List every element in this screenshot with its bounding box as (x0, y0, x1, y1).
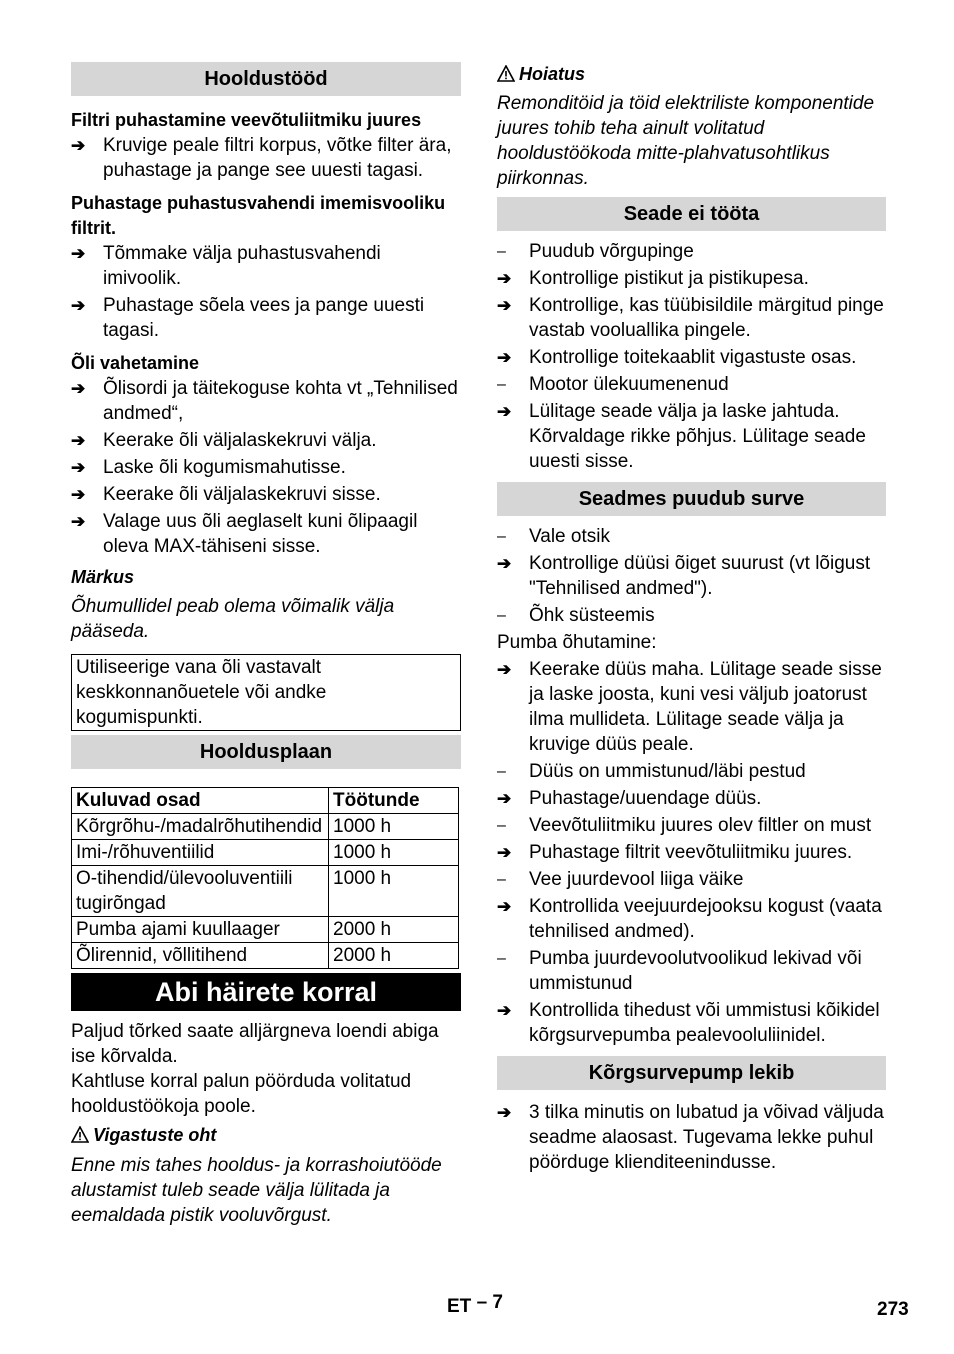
list-item: ➔ Õlisordi ja täitekoguse kohta vt „Tehnilised andmed“, (71, 378, 458, 424)
arrow-icon: ➔ (497, 1103, 512, 1122)
arrow-icon: ➔ (497, 348, 512, 367)
arrow-icon: ➔ (71, 458, 86, 477)
list-item: – Vale otsik (497, 526, 610, 547)
no-pressure-title: Seadmes puudub surve (497, 482, 886, 516)
list-item: – Õhk süsteemis (497, 605, 655, 626)
page-footer-label (447, 1292, 503, 1318)
table-cell: Õlirennid, võllitihend (72, 943, 329, 969)
arrow-icon: ➔ (71, 244, 86, 263)
list-item: ➔ Kontrollida veejuurdejooksu kogust (vaata tehnilised andmed). (497, 896, 882, 942)
arrow-icon: ➔ (497, 897, 512, 916)
right-column (497, 62, 886, 1175)
page-number: 273 (877, 1299, 909, 1320)
list-item: ➔ Puhastage filtrit veevõtuliitmiku juures. (497, 842, 853, 863)
table-header: Kuluvad osad (72, 788, 329, 814)
dash-bullet-icon: – (497, 607, 506, 624)
list-item: – Pumba juurdevoolutvoolikud lekivad või ummistunud (497, 948, 862, 994)
disposal-box: Utiliseerige vana õli vastavalt keskkonnanõuetele või andke kogumispunkti. (71, 654, 461, 731)
list-item: – Puudub võrgupinge (497, 241, 694, 262)
list-item: ➔ Keerake õli väljalaskekruvi välja. (71, 430, 377, 451)
list-item: ➔ Puhastage sõela vees ja pange uuesti tagasi. (71, 295, 425, 341)
danger-label: Vigastuste oht (93, 1125, 217, 1145)
list-item: ➔ Kontrollige, kas tüübisildile märgitud pinge vastab vooluallika pingele. (497, 295, 884, 341)
no-pressure-list-b (497, 657, 886, 1048)
list-item: ➔ Kontrollida tihedust või ummistusi kõikidel kõrgsurvepumba pealevooluliinidel. (497, 1000, 880, 1046)
dash-bullet-icon: – (497, 763, 506, 780)
warning-label: Hoiatus (519, 64, 586, 84)
danger-heading (71, 1123, 461, 1150)
dash-bullet-icon: – (497, 950, 506, 967)
dash-bullet-icon: – (497, 871, 506, 888)
warning-triangle-icon (71, 1125, 93, 1150)
list-item: ➔ Keerake õli väljalaskekruvi sisse. (71, 484, 381, 505)
table-row (72, 840, 459, 866)
no-pressure-list-a (497, 524, 886, 628)
list-item: ➔ Kruvige peale filtri korpus, võtke filter ära, puhastage ja pange see uuesti tagasi. (71, 135, 452, 181)
warning-text: Remonditöid ja töid elektriliste komponentide juures tohib teha ainult volitatud hooldustöökoda mitte-plahvatusohtlikus piirkonnas. (497, 93, 875, 189)
table-cell: 2000 h (329, 943, 459, 969)
dash-bullet-icon: – (497, 376, 506, 393)
table-header-row (72, 788, 459, 814)
list-item: – Düüs on ummistunud/läbi pestud (497, 761, 806, 782)
list-item: ➔ Kontrollige toitekaablit vigastuste osas. (497, 347, 857, 368)
leak-list (497, 1100, 886, 1175)
trouble-intro-1: Paljud tõrked saate alljärgneva loendi abiga ise kõrvalda. (71, 1021, 439, 1067)
leak-title: Kõrgsurvepump lekib (497, 1056, 886, 1090)
table-cell: 2000 h (329, 917, 459, 943)
arrow-icon: ➔ (497, 1001, 512, 1020)
maintenance-title: Hooldustööd (71, 62, 461, 96)
list-item: ➔ 3 tilka minutis on lubatud ja võivad väljuda seadme alaosast. Tugevama lekke puhul pöörduge klienditeenindusse. (497, 1102, 884, 1173)
arrow-icon: ➔ (71, 431, 86, 450)
not-working-list (497, 239, 886, 474)
dash-bullet-icon: – (497, 243, 506, 260)
list-item: ➔ Laske õli kogumismahutisse. (71, 457, 346, 478)
table-row (72, 943, 459, 969)
table-cell: O-tihendid/ülevooluventiili tugirõngad (72, 866, 329, 917)
dash-bullet-icon: – (497, 817, 506, 834)
list-item: ➔ Kontrollige düüsi õiget suurust (vt lõigust "Tehnilised andmed"). (497, 553, 871, 599)
arrow-icon: ➔ (71, 512, 86, 531)
oil-steps (71, 376, 461, 559)
table-cell: Imi-/rõhuventiilid (72, 840, 329, 866)
arrow-icon: ➔ (71, 379, 86, 398)
arrow-icon: ➔ (71, 136, 86, 155)
danger-text: Enne mis tahes hooldus- ja korrashoiutööde alustamist tuleb seade välja lülitada ja eemaldada pistik vooluvõrgust. (71, 1155, 442, 1226)
table-cell: Pumba ajami kuullaager (72, 917, 329, 943)
list-item: ➔ Kontrollige pistikut ja pistikupesa. (497, 268, 809, 289)
table-cell: Kõrgrõhu-/madalrõhutihendid (72, 814, 329, 840)
note-label: Märkus (71, 567, 135, 587)
arrow-icon: ➔ (71, 485, 86, 504)
table-cell: 1000 h (329, 814, 459, 840)
note-text: Õhumullidel peab olema võimalik välja pääseda. (71, 596, 395, 642)
list-item: – Vee juurdevool liiga väike (497, 869, 744, 890)
warning-triangle-icon (497, 64, 519, 89)
left-column (71, 62, 461, 1228)
arrow-icon: ➔ (497, 296, 512, 315)
arrow-icon: ➔ (71, 296, 86, 315)
list-item: ➔ Lülitage seade välja ja laske jahtuda. Kõrvaldage rikke põhjus. Lülitage seade uuesti sisse. (497, 401, 866, 472)
filter-steps (71, 133, 461, 183)
trouble-intro-2: Kahtluse korral palun pöörduda volitatud hooldustöökoja poole. (71, 1071, 412, 1117)
table-cell: 1000 h (329, 866, 459, 917)
list-item: – Mootor ülekuumenenud (497, 374, 729, 395)
language-code: ET (447, 1296, 472, 1317)
table-header: Töötunde (329, 788, 459, 814)
list-item: – Veevõtuliitmiku juures olev filtler on must (497, 815, 872, 836)
list-item: ➔ Valage uus õli aeglaselt kuni õlipaagil oleva MAX-tähiseni sisse. (71, 511, 418, 557)
arrow-icon: ➔ (497, 402, 512, 421)
list-item: ➔ Keerake düüs maha. Lülitage seade sisse ja laske joosta, kuni vesi väljub joatorust ilma mullideta. Lülitage seade välja ja kruvige düüs peale. (497, 659, 882, 755)
table-row (72, 866, 459, 917)
pump-venting-label: Pumba õhutamine: (497, 632, 657, 653)
arrow-icon: ➔ (497, 269, 512, 288)
suction-heading: Puhastage puhastusvahendi imemisvooliku filtrit. (71, 193, 446, 238)
maintenance-table (71, 787, 459, 969)
arrow-icon: ➔ (497, 554, 512, 573)
dash-bullet-icon: – (497, 528, 506, 545)
trouble-title: Abi häirete korral (71, 973, 461, 1011)
list-item: ➔ Puhastage/uuendage düüs. (497, 788, 762, 809)
table-cell: 1000 h (329, 840, 459, 866)
table-row (72, 814, 459, 840)
arrow-icon: ➔ (497, 843, 512, 862)
plan-title: Hooldusplaan (71, 735, 461, 769)
arrow-icon: ➔ (497, 660, 512, 679)
sub-page-number: – 7 (476, 1292, 503, 1313)
filter-heading: Filtri puhastamine veevõtuliitmiku juures (71, 110, 422, 130)
not-working-title: Seade ei tööta (497, 197, 886, 231)
warning-heading (497, 62, 886, 89)
oil-heading: Õli vahetamine (71, 353, 200, 373)
arrow-icon: ➔ (497, 789, 512, 808)
list-item: ➔ Tõmmake välja puhastusvahendi imivoolik. (71, 243, 381, 289)
suction-steps (71, 241, 461, 343)
table-row (72, 917, 459, 943)
